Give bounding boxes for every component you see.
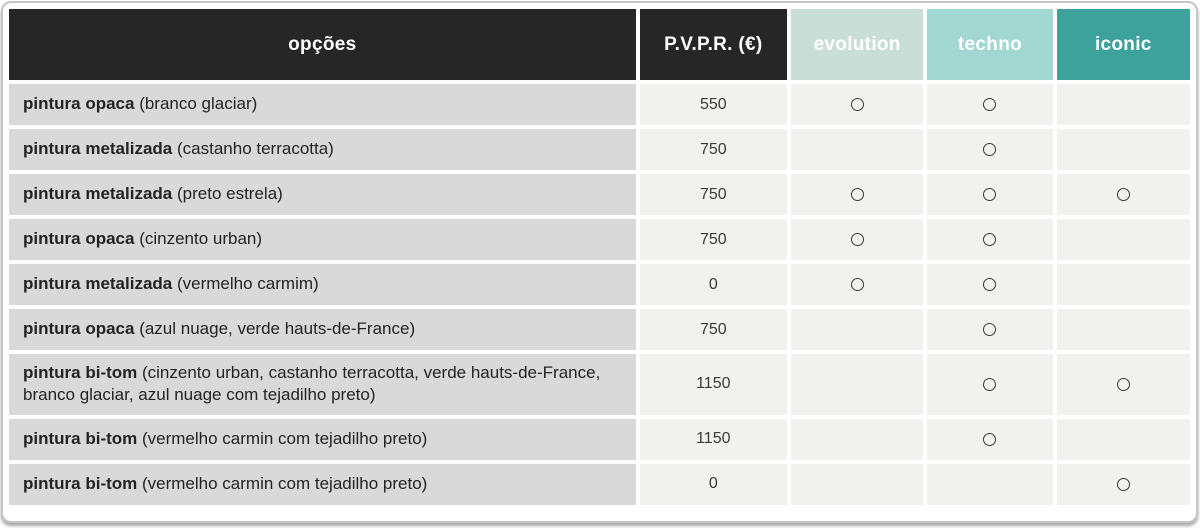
availability-cell-iconic: [1057, 264, 1190, 305]
availability-circle-icon: [983, 188, 996, 201]
availability-circle-icon: [983, 278, 996, 291]
price-cell: 750: [640, 129, 787, 170]
price-cell: 1150: [640, 419, 787, 460]
option-name: pintura bi-tom: [23, 474, 138, 494]
option-detail: (branco glaciar): [134, 94, 258, 114]
availability-cell-iconic: [1057, 464, 1190, 505]
option-detail: (preto estrela): [172, 184, 283, 204]
availability-cell-iconic: [1057, 354, 1190, 415]
table-row: [9, 129, 1190, 170]
option-name: pintura metalizada: [23, 184, 173, 204]
availability-cell-iconic: [1057, 129, 1190, 170]
availability-cell-evolution: [791, 84, 923, 125]
table-row: [9, 464, 1190, 505]
availability-circle-icon: [983, 433, 996, 446]
availability-circle-icon: [983, 143, 996, 156]
option-name: pintura bi-tom: [23, 363, 138, 382]
column-header-opcoes: opções: [9, 9, 636, 80]
availability-cell-techno: [927, 84, 1052, 125]
table-row: [9, 419, 1190, 460]
option-detail: (castanho terracotta): [172, 139, 334, 159]
price-cell: 1150: [640, 354, 787, 415]
availability-cell-techno: [927, 309, 1052, 350]
availability-circle-icon: [1117, 478, 1130, 491]
option-label-cell: [9, 219, 636, 260]
availability-cell-evolution: [791, 174, 923, 215]
option-label-cell: [9, 419, 636, 460]
column-header-evolution: evolution: [791, 9, 923, 80]
availability-cell-evolution: [791, 219, 923, 260]
price-cell: 750: [640, 174, 787, 215]
price-cell: 750: [640, 219, 787, 260]
availability-cell-techno: [927, 354, 1052, 415]
table-row: [9, 309, 1190, 350]
header-row: [9, 9, 1190, 80]
availability-cell-evolution: [791, 464, 923, 505]
availability-circle-icon: [1117, 188, 1130, 201]
pricing-card: [1, 1, 1198, 523]
option-detail: (vermelho carmin com tejadilho preto): [137, 474, 428, 494]
price-cell: 750: [640, 309, 787, 350]
availability-cell-techno: [927, 219, 1052, 260]
availability-cell-evolution: [791, 419, 923, 460]
option-name: pintura bi-tom: [23, 429, 138, 449]
table-row: [9, 84, 1190, 125]
option-name: pintura opaca: [23, 94, 135, 114]
availability-cell-techno: [927, 464, 1052, 505]
table-row: [9, 219, 1190, 260]
availability-cell-iconic: [1057, 219, 1190, 260]
option-label-cell: [9, 354, 636, 415]
option-detail: (cinzento urban): [134, 229, 263, 249]
availability-circle-icon: [851, 188, 864, 201]
option-label-cell: [9, 309, 636, 350]
option-name: pintura metalizada: [23, 274, 173, 294]
availability-cell-evolution: [791, 309, 923, 350]
availability-cell-iconic: [1057, 84, 1190, 125]
availability-cell-techno: [927, 174, 1052, 215]
option-label-cell: [9, 84, 636, 125]
option-label-cell: [9, 264, 636, 305]
availability-circle-icon: [851, 98, 864, 111]
option-name: pintura opaca: [23, 319, 135, 339]
option-name: pintura opaca: [23, 229, 135, 249]
option-label-cell: [9, 129, 636, 170]
availability-cell-evolution: [791, 264, 923, 305]
price-cell: 0: [640, 264, 787, 305]
column-header-techno: techno: [927, 9, 1052, 80]
availability-cell-techno: [927, 264, 1052, 305]
options-pricing-table: [5, 5, 1194, 509]
option-name: pintura metalizada: [23, 139, 173, 159]
column-header-pvpr: P.V.P.R. (€): [640, 9, 787, 80]
table-row: [9, 264, 1190, 305]
availability-circle-icon: [983, 233, 996, 246]
availability-circle-icon: [1117, 378, 1130, 391]
availability-circle-icon: [983, 98, 996, 111]
option-detail: (azul nuage, verde hauts-de-France): [134, 319, 416, 339]
option-detail: (cinzento urban, castanho terracotta, verde hauts-de-France, branco glaciar, azul nuage com tejadilho preto): [23, 363, 601, 405]
availability-cell-iconic: [1057, 174, 1190, 215]
table-body: [9, 84, 1190, 505]
availability-cell-techno: [927, 129, 1052, 170]
availability-cell-evolution: [791, 129, 923, 170]
price-cell: 0: [640, 464, 787, 505]
availability-cell-evolution: [791, 354, 923, 415]
table-row: [9, 354, 1190, 415]
availability-circle-icon: [983, 323, 996, 336]
availability-cell-techno: [927, 419, 1052, 460]
option-detail: (vermelho carmim): [172, 274, 319, 294]
option-detail: (vermelho carmin com tejadilho preto): [137, 429, 428, 449]
availability-circle-icon: [851, 278, 864, 291]
price-cell: 550: [640, 84, 787, 125]
table-row: [9, 174, 1190, 215]
option-label-cell: [9, 464, 636, 505]
availability-cell-iconic: [1057, 419, 1190, 460]
option-label-cell: [9, 174, 636, 215]
column-header-iconic: iconic: [1057, 9, 1190, 80]
availability-circle-icon: [851, 233, 864, 246]
availability-cell-iconic: [1057, 309, 1190, 350]
availability-circle-icon: [983, 378, 996, 391]
